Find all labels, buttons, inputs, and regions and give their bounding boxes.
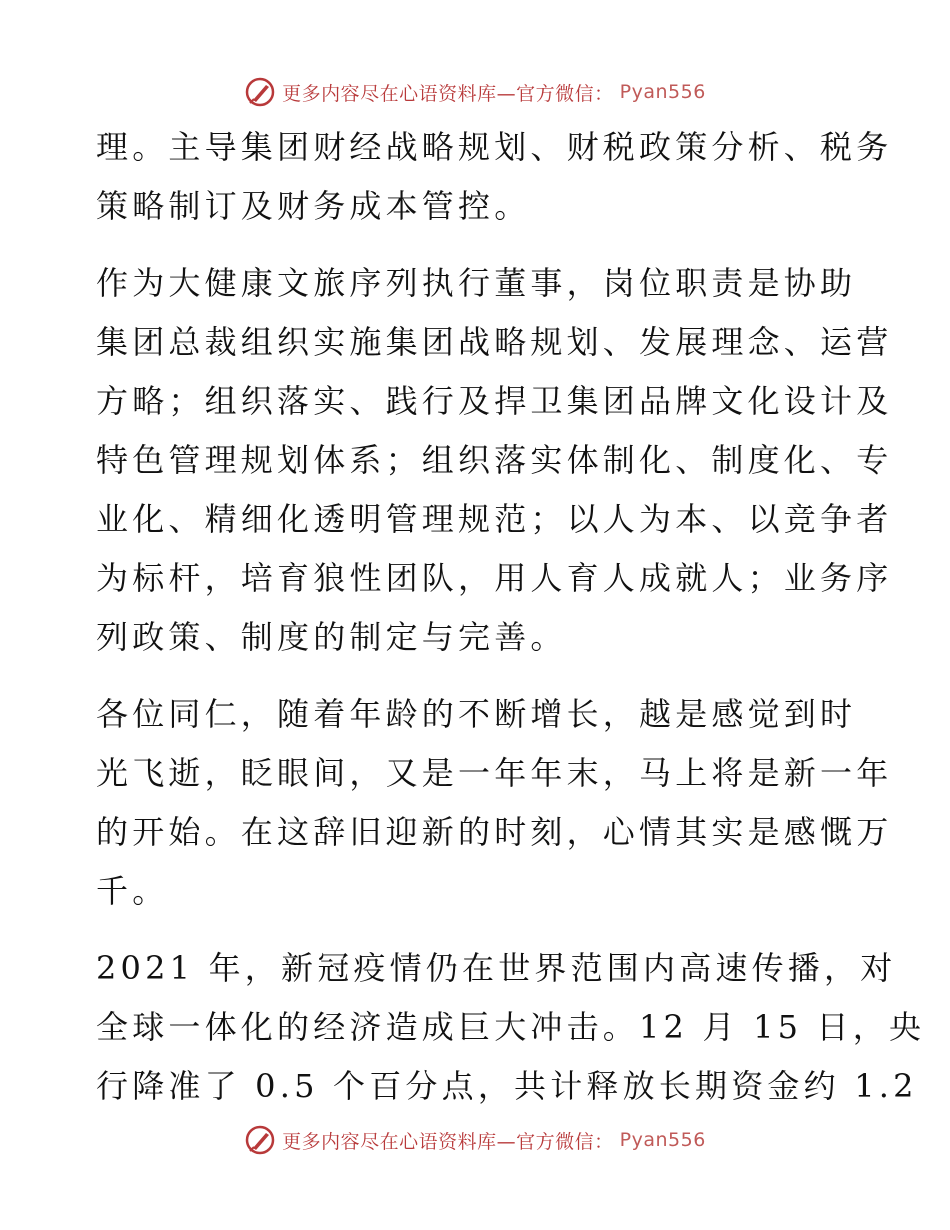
paragraph-1 xyxy=(96,118,893,236)
paragraph-3 xyxy=(96,685,893,921)
text-line: 策略制订及财务成本管控。 xyxy=(96,187,531,225)
text-line: 集团总裁组织实施集团战略规划、发展理念、运营 xyxy=(96,323,893,361)
quill-pen-logo-icon xyxy=(244,76,276,108)
text-line: 理。主导集团财经战略规划、财税政策分析、税务 xyxy=(96,128,893,166)
text-line: 光飞逝，眨眼间，又是一年年末，马上将是新一年 xyxy=(96,754,893,792)
text-line: 方略；组织落实、践行及捍卫集团品牌文化设计及 xyxy=(96,382,893,420)
banner-text: 更多内容尽在心语资料库—官方微信： xyxy=(282,82,614,105)
text-line: 2021 年，新冠疫情仍在世界范围内高速传播，对 xyxy=(96,949,897,987)
text-line: 的开始。在这辞旧迎新的时刻，心情其实是感慨万 xyxy=(96,813,893,851)
banner-wechat-id: Pyan556 xyxy=(619,81,706,103)
header-banner xyxy=(0,72,950,112)
text-line: 列政策、制度的制定与完善。 xyxy=(96,618,567,656)
banner-wechat-id: Pyan556 xyxy=(619,1129,706,1151)
text-line: 作为大健康文旅序列执行董事，岗位职责是协助 xyxy=(96,264,857,302)
quill-pen-logo-icon xyxy=(244,1124,276,1156)
banner-text: 更多内容尽在心语资料库—官方微信： xyxy=(282,1130,614,1153)
text-line: 全球一体化的经济造成巨大冲击。12 月 15 日，央 xyxy=(96,1008,926,1046)
text-line: 各位同仁，随着年龄的不断增长，越是感觉到时 xyxy=(96,695,857,733)
paragraph-4 xyxy=(96,939,926,1116)
text-line: 千。 xyxy=(96,872,169,910)
paragraph-2 xyxy=(96,254,893,667)
text-line: 特色管理规划体系；组织落实体制化、制度化、专 xyxy=(96,441,893,479)
text-line: 行降准了 0.5 个百分点，共计释放长期资金约 1.2 xyxy=(96,1067,918,1105)
document-body xyxy=(96,118,926,1134)
footer-banner xyxy=(0,1120,950,1160)
text-line: 为标杆，培育狼性团队，用人育人成就人；业务序 xyxy=(96,559,893,597)
text-line: 业化、精细化透明管理规范；以人为本、以竞争者 xyxy=(96,500,893,538)
